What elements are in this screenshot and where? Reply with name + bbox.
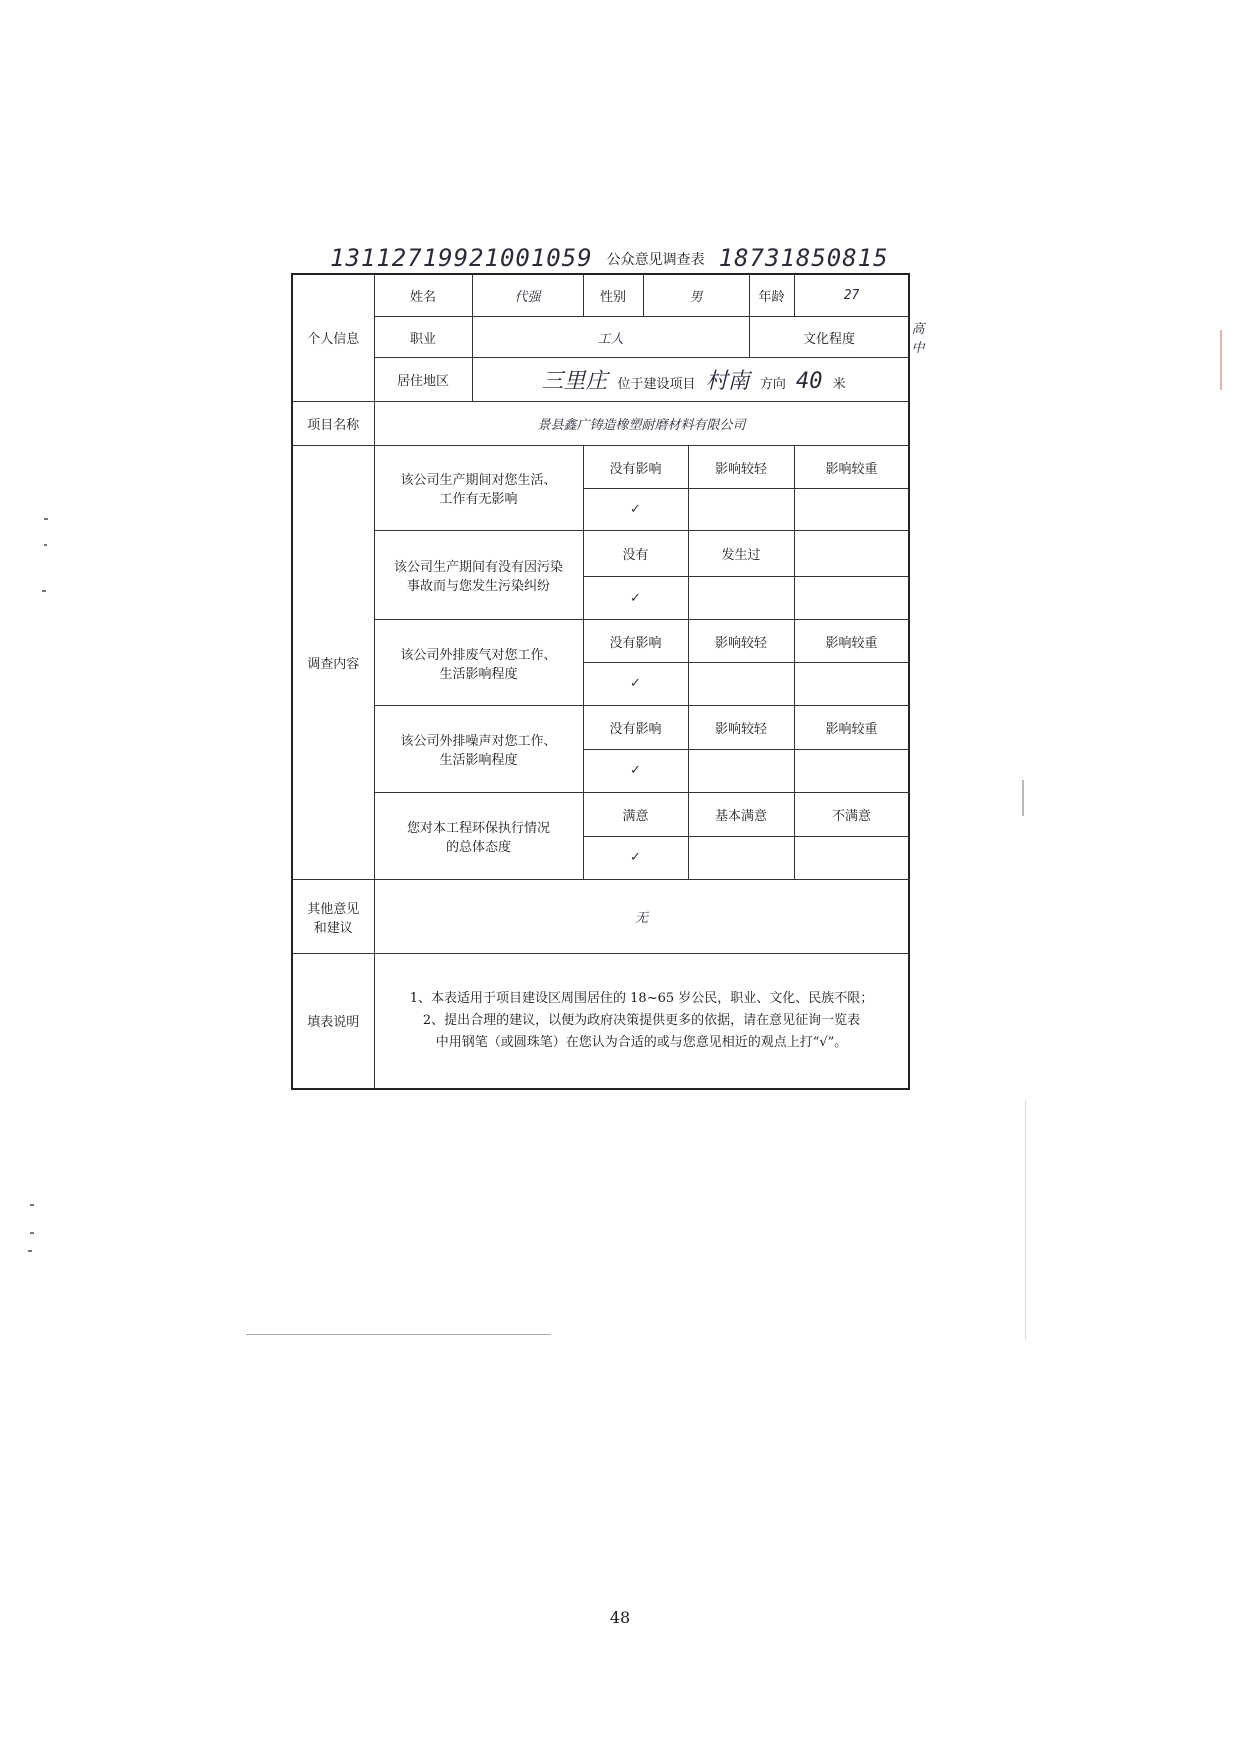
q5-check-2: [688, 836, 794, 879]
age-value: 27: [794, 274, 909, 316]
question-4-line-1: 该公司外排噪声对您工作、: [400, 734, 557, 750]
job-label: 职业: [374, 316, 472, 357]
residence-value: 三里庄: [541, 369, 608, 395]
q5-option-3: 不满意: [794, 793, 909, 836]
q3-option-2: 影响较轻: [688, 620, 794, 662]
q2-option-1: 没有: [583, 531, 688, 577]
q5-option-2: 基本满意: [688, 793, 794, 836]
question-3-text: [374, 620, 583, 706]
q3-option-3: 影响较重: [794, 620, 909, 662]
question-2-text: [374, 531, 583, 620]
project-name-label: 项目名称: [292, 401, 374, 445]
q3-check-1: ✓: [583, 662, 688, 705]
survey-form-table: 个人信息 姓名 代强 性别 男 年龄 27 职业 工人 文化程度 高中 居住地区 三里庄 位于建设项目 村南 方向 40 米 项目名称 景县鑫广铸造橡塑耐磨材料有限公司 调查内容 该公司生产期间对您生活、 工作有无影响 没有影响 影响较轻 影响较重 ✓ 该公司生产期间有没有因污染 事故而与您发生污染纠纷 没有 发生过 ✓ 该公司外排废气对您工作、 生活影响程度 没有影响 影响较轻 影响较重 ✓ 该公司外排噪声对您工作、 生活影响程度 没有影响 影响较轻 影响较重 ✓ 您对本工程环保执行情况 的总体态度 满意 基本满意 不满意 ✓ 其他意见 和建议 无 填表说明 1、本表适用于项目建设区周围居住的 18~65 岁公民，职业、文化、民族不限； 2、提出合理的建议，以便为政府决策提供更多的依据，请在意见征询一览表 中用钢笔（或圆珠笔）在您认为合适的或与您意见相近的观点上打“√”。: [291, 273, 910, 1090]
question-4-text: [374, 706, 583, 793]
scan-speck: [30, 1232, 34, 1234]
q5-check-1: ✓: [583, 836, 688, 879]
other-opinions-value: 无: [374, 880, 909, 954]
q2-check-1: ✓: [583, 576, 688, 619]
scan-speck: [30, 1204, 34, 1206]
scan-speck: [44, 518, 48, 520]
q2-option-3: [794, 531, 909, 577]
instructions-line-2: 2、提出合理的建议，以便为政府决策提供更多的依据，请在意见征询一览表: [422, 1012, 861, 1028]
scan-speck: [1025, 1100, 1026, 1340]
question-3-line-2: 生活影响程度: [439, 666, 518, 682]
question-5-line-2: 的总体态度: [445, 840, 511, 856]
gender-label: 性别: [583, 274, 643, 316]
location-prefix: 位于建设项目: [617, 377, 696, 393]
question-4-line-2: 生活影响程度: [439, 753, 518, 769]
q2-check-3: [794, 576, 909, 619]
instructions-text: [374, 953, 909, 1089]
handwritten-id-number: 13112719921001059: [330, 244, 593, 272]
q1-option-2: 影响较轻: [688, 446, 794, 488]
handwritten-phone-number: 18731850815: [718, 244, 889, 272]
job-value: 工人: [472, 316, 749, 357]
distance-value: 40: [795, 369, 823, 395]
q2-option-2: 发生过: [688, 531, 794, 577]
q3-check-2: [688, 662, 794, 705]
q4-option-1: 没有影响: [583, 706, 688, 749]
question-5-text: [374, 793, 583, 880]
q3-check-3: [794, 662, 909, 705]
scan-speck: [44, 544, 47, 546]
education-label: 文化程度: [749, 316, 909, 357]
direction-label: 方向: [759, 377, 786, 393]
q4-check-2: [688, 749, 794, 792]
q4-option-2: 影响较轻: [688, 706, 794, 749]
q3-option-1: 没有影响: [583, 620, 688, 662]
q1-option-1: 没有影响: [583, 446, 688, 488]
other-opinions-label: [292, 880, 374, 954]
personal-info-label: 个人信息: [292, 274, 374, 401]
scan-speck: [246, 1334, 551, 1335]
q4-option-3: 影响较重: [794, 706, 909, 749]
question-5-line-1: 您对本工程环保执行情况: [406, 821, 550, 837]
gender-value: 男: [643, 274, 749, 316]
q1-check-1: ✓: [583, 488, 688, 530]
q2-check-2: [688, 576, 794, 619]
q5-option-1: 满意: [583, 793, 688, 836]
residence-label: 居住地区: [374, 358, 472, 401]
page-number: 48: [609, 1608, 631, 1627]
form-title: 公众意见调查表: [606, 252, 705, 268]
question-1-text: [374, 446, 583, 531]
q4-check-3: [794, 749, 909, 792]
scan-speck: [42, 590, 46, 592]
project-name-value: 景县鑫广铸造橡塑耐磨材料有限公司: [374, 401, 909, 445]
residence-row: [472, 358, 909, 401]
other-opinions-line-1: 其他意见: [307, 901, 360, 917]
question-1-line-1: 该公司生产期间对您生活、: [400, 473, 557, 489]
form-header: [330, 238, 920, 272]
q1-option-3: 影响较重: [794, 446, 909, 488]
q1-check-2: [688, 488, 794, 530]
q4-check-1: ✓: [583, 749, 688, 792]
scan-speck: [1022, 780, 1024, 816]
distance-unit: 米: [832, 377, 846, 393]
direction-value: 村南: [705, 369, 750, 395]
question-3-line-1: 该公司外排废气对您工作、: [400, 647, 557, 663]
q1-check-3: [794, 488, 909, 530]
scan-speck: [1220, 330, 1222, 390]
question-2-line-1: 该公司生产期间有没有因污染: [393, 560, 563, 576]
instructions-line-3: 中用钢笔（或圆珠笔）在您认为合适的或与您意见相近的观点上打“√”。: [435, 1034, 848, 1050]
instructions-label: 填表说明: [292, 953, 374, 1089]
question-1-line-2: 工作有无影响: [439, 492, 518, 508]
scan-speck: [28, 1250, 32, 1252]
question-2-line-2: 事故而与您发生污染纠纷: [406, 579, 550, 595]
name-label: 姓名: [374, 274, 472, 316]
survey-content-label: 调查内容: [292, 446, 374, 880]
instructions-line-1: 1、本表适用于项目建设区周围居住的 18~65 岁公民，职业、文化、民族不限；: [409, 990, 874, 1006]
name-value: 代强: [472, 274, 583, 316]
other-opinions-line-2: 和建议: [313, 920, 353, 936]
q5-check-3: [794, 836, 909, 879]
age-label: 年龄: [749, 274, 794, 316]
